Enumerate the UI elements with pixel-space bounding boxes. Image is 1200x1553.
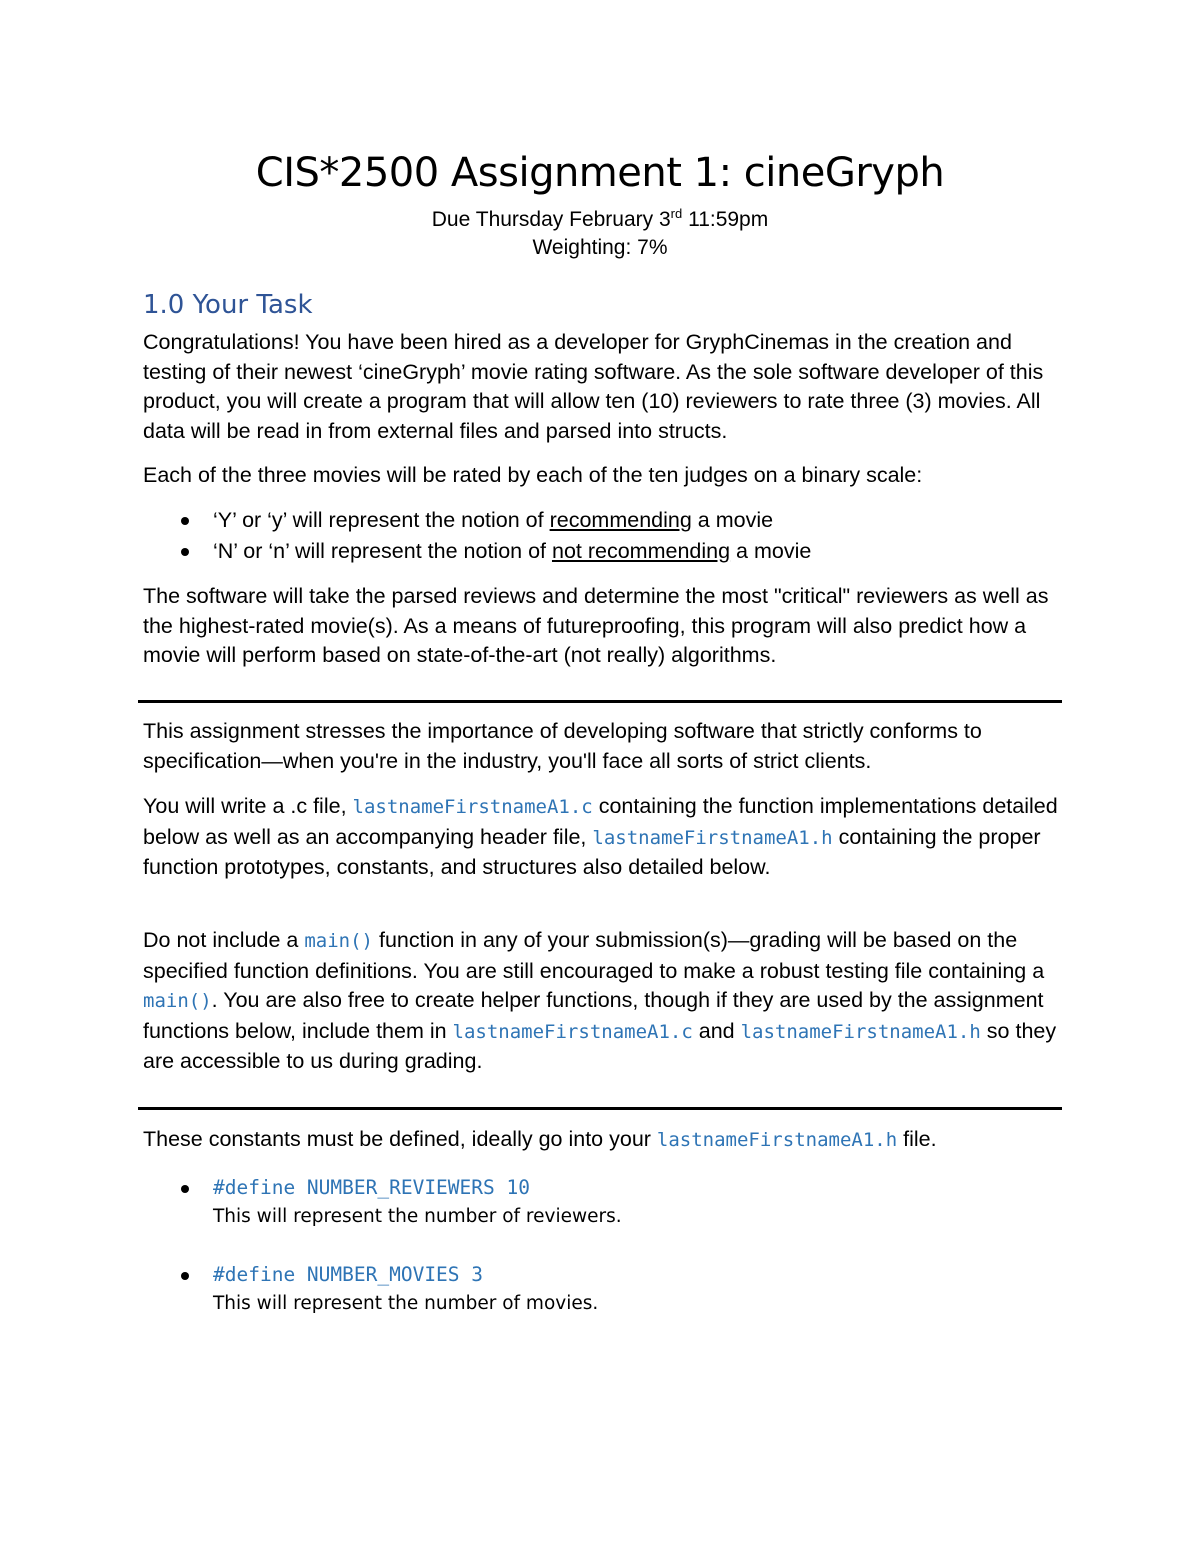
bullet-icon [181,548,189,556]
bullet-icon [181,1272,189,1280]
bullet-icon [181,517,189,525]
weighting: Weighting: 7% [532,236,668,259]
list-item: ‘N’ or ‘n’ will represent the notion of not recommending a movie [143,536,1063,567]
stress-paragraph: This assignment stresses the importance of developing software that strictly conforms to specification—when you're in the industry, you'll face all sorts of strict clients. [143,719,982,773]
document-title: CIS*2500 Assignment 1: cineGryph [255,150,945,196]
files-paragraph: You will write a .c file, lastnameFirstnameA1.c containing the function implementations detailed below as well as an accompanying header file, lastnameFirstnameA1.h containing the proper function prototypes, constants, and structures also detailed below. [143,794,1058,879]
underlined-term: recommending [549,508,692,532]
due-date-suffix: 11:59pm [682,208,769,231]
bullet-icon [181,1185,189,1193]
due-date-ordinal: rd [670,206,683,221]
intro-paragraph: Congratulations! You have been hired as a developer for GryphCinemas in the creation and testing of their newest ‘cineGryph’ movie rating software. As the sole software developer of this product, you will create a program that will allow ten (10) reviewers to rate three (3) movies. All data will be read in from external files and parsed into structs. [143,330,1044,443]
filename-h: lastnameFirstnameA1.h [740,1020,981,1043]
scale-intro-paragraph: Each of the three movies will be rated by each of the ten judges on a binary scale: [143,463,923,487]
define-code: #define NUMBER_MOVIES 3 [213,1263,484,1286]
define-item-reviewers [143,1173,1063,1231]
due-date-prefix: Due Thursday February 3 [431,208,671,231]
define-description: This will represent the number of movies. [213,1293,599,1314]
underlined-term: not recommending [551,539,731,563]
outro-paragraph: The software will take the parsed reviews and determine the most "critical" reviewers as well as the highest-rated movie(s). As a means of futureproofing, this program will also predict how a movie will perform based on state-of-the-art (not really) algorithms. [143,584,1049,667]
rating-scale-list [143,505,1063,567]
main-function-paragraph: Do not include a main() function in any of your submission(s)—grading will be based on the specified function definitions. You are still encouraged to make a robust testing file containing a main(). You are also free to create helper functions, though if they are used by the assignment functions below, include them in lastnameFirstnameA1.c and lastnameFirstnameA1.h so they are accessible to us during grading. [143,928,1057,1073]
filename-c: lastnameFirstnameA1.c [452,1020,693,1043]
main-function-code: main() [304,930,373,952]
main-function-code: main() [143,990,212,1012]
define-description: This will represent the number of reviewers. [213,1206,622,1227]
define-code: #define NUMBER_REVIEWERS 10 [213,1176,530,1199]
horizontal-rule [138,700,1062,703]
define-item-movies [143,1260,1063,1318]
horizontal-rule [138,1107,1062,1110]
filename-h: lastnameFirstnameA1.h [656,1129,898,1151]
due-date [0,206,1200,232]
list-item: ‘Y’ or ‘y’ will represent the notion of recommending a movie [143,505,1063,536]
filename-c: lastnameFirstnameA1.c [352,796,593,818]
constants-intro-paragraph: These constants must be defined, ideally go into your lastnameFirstnameA1.h file. [143,1127,937,1151]
section-heading-your-task: 1.0 Your Task [143,290,313,320]
filename-h: lastnameFirstnameA1.h [592,826,833,849]
